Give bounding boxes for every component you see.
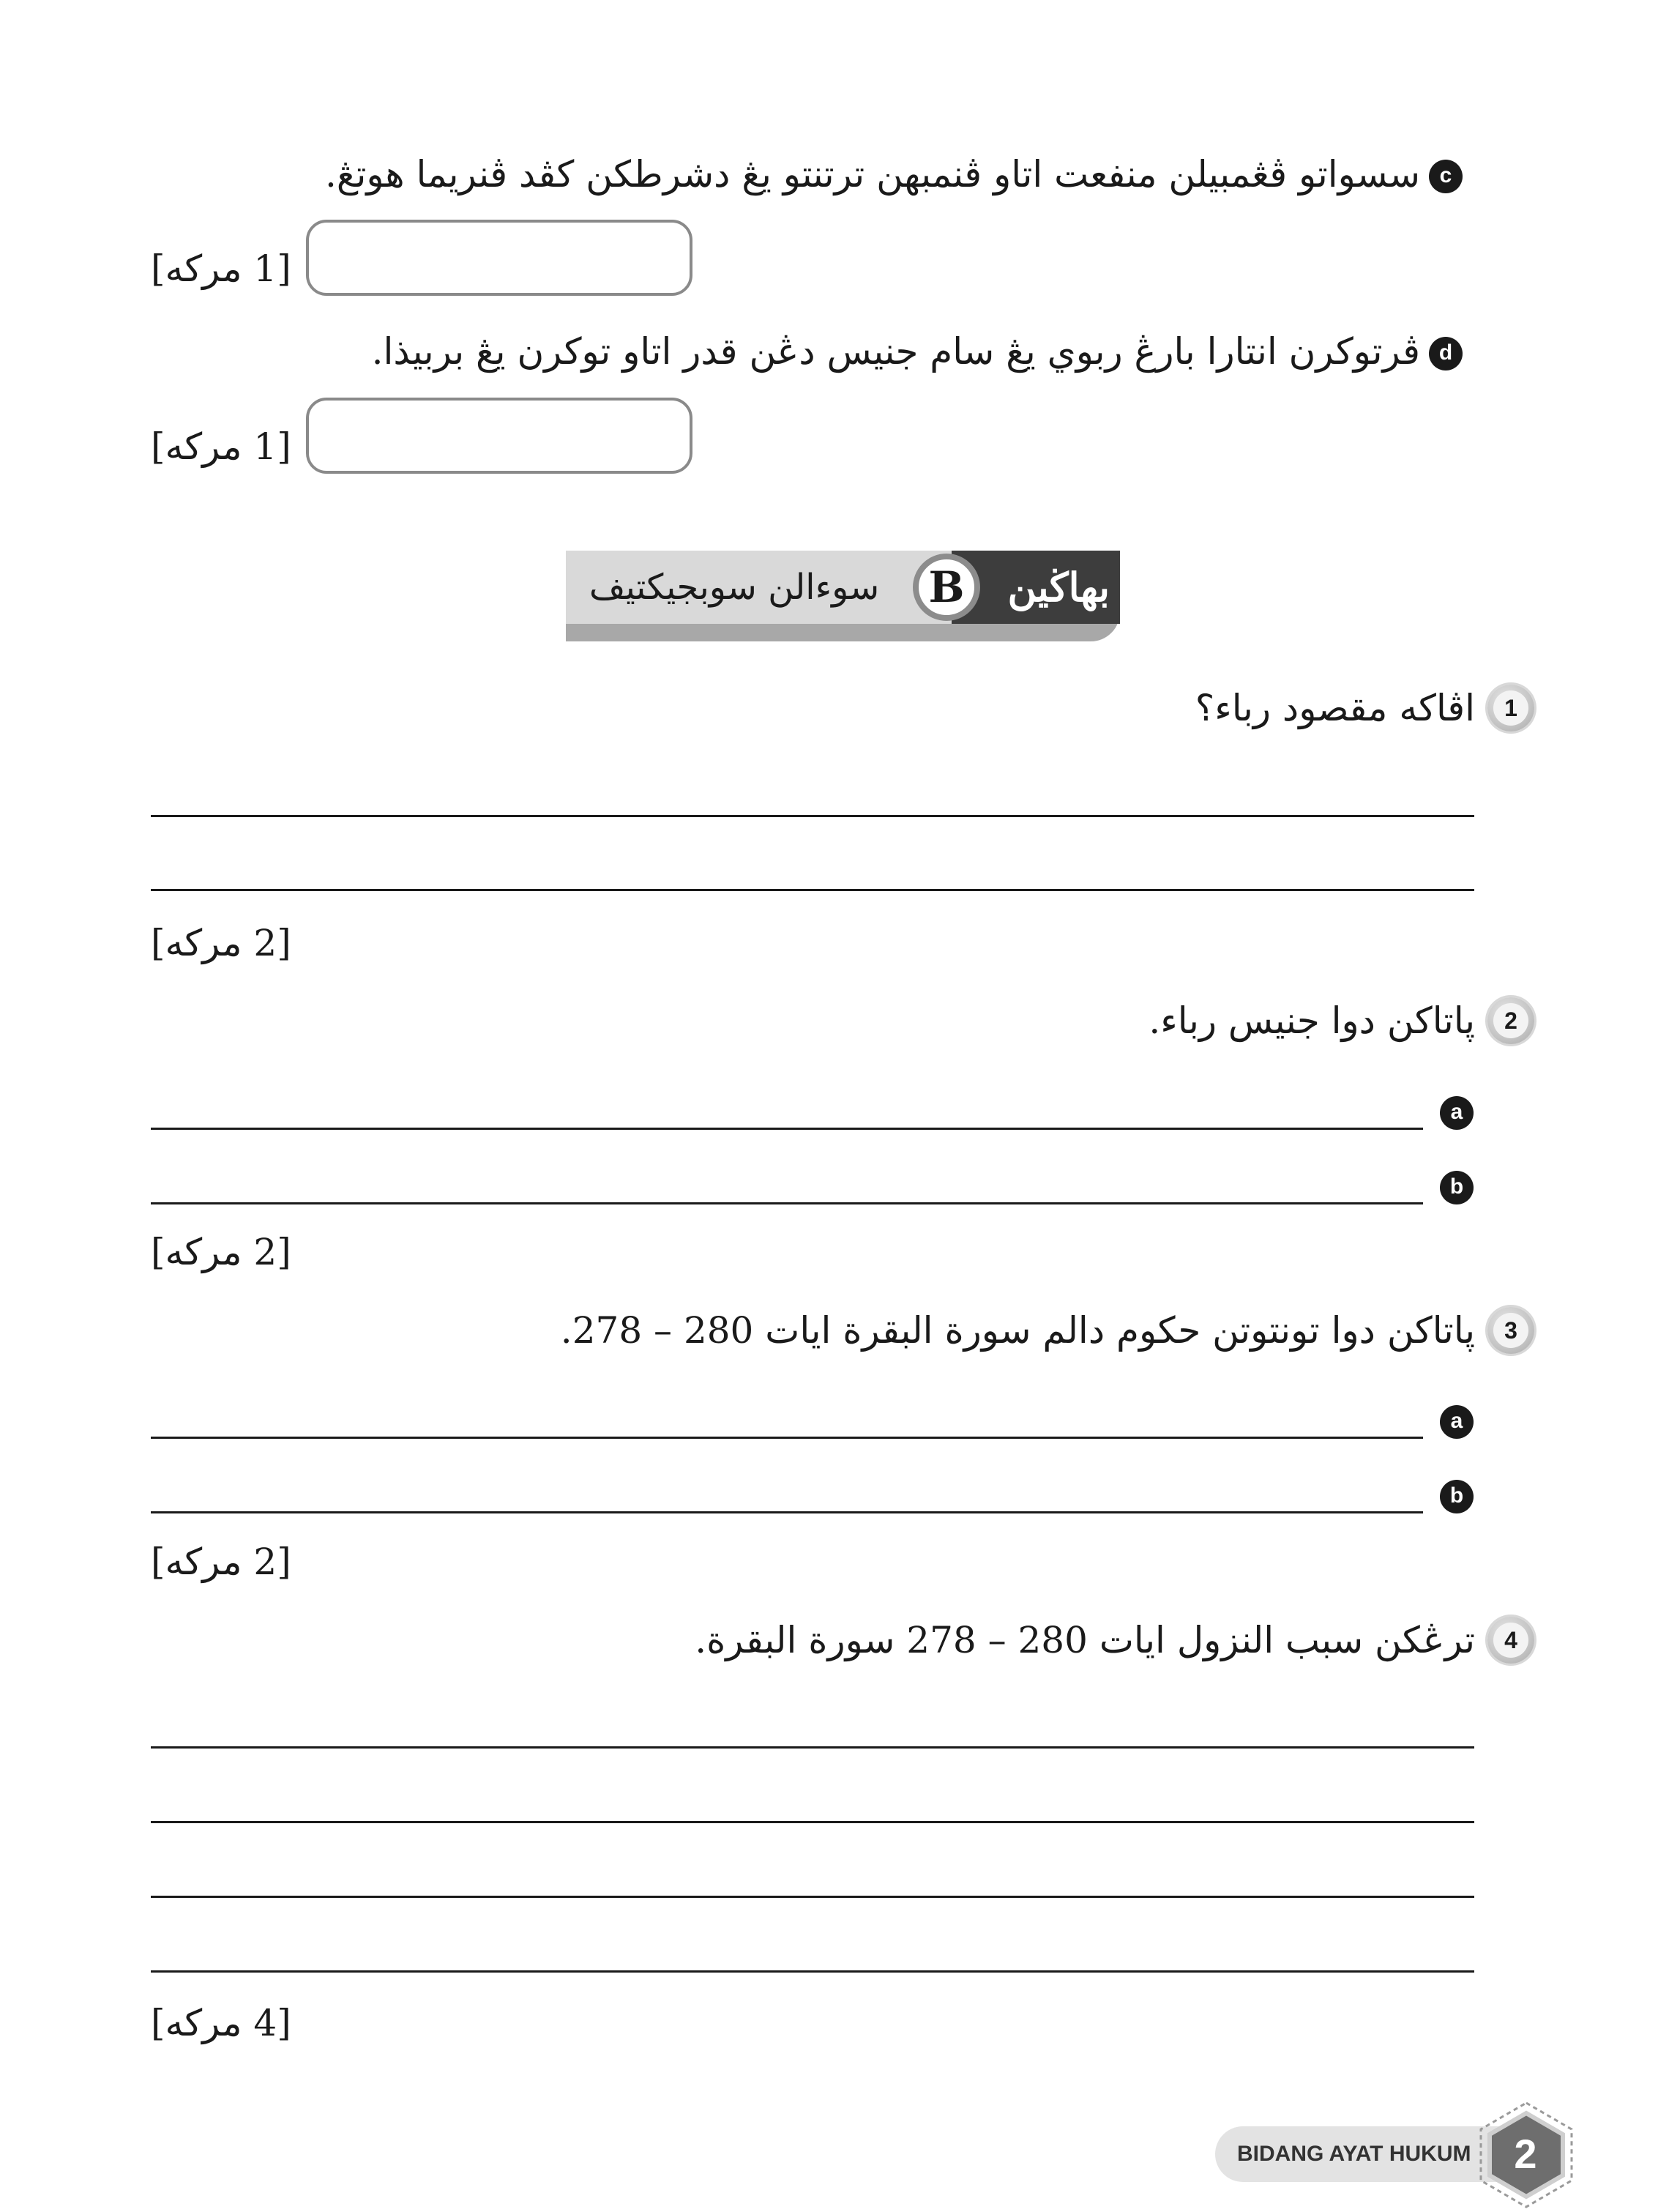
page-number: 2 bbox=[1514, 2131, 1537, 2177]
question-1-text: اڤاكه مقصود رباء؟ bbox=[1195, 687, 1475, 729]
question-c-text: سسواتو ڤڠمبيلن منفعت اتاو ڤنمبهن ترتنتو يڠ دشرطكن كڤد ڤنريما هوتڠ. bbox=[324, 153, 1420, 195]
marks-d: [1 مركه] bbox=[151, 425, 291, 468]
section-title: سوءالن سوبجيكتيف bbox=[589, 567, 880, 608]
question-2-text: ڽاتاكن دوا جنيس رباء. bbox=[1149, 999, 1475, 1042]
answer-line-b[interactable] bbox=[151, 1511, 1423, 1513]
answer-line[interactable] bbox=[151, 1896, 1474, 1898]
marks-q4: [4 مركه] bbox=[151, 2002, 291, 2044]
marks-q1: [2 مركه] bbox=[151, 922, 291, 964]
section-b-banner bbox=[566, 551, 1120, 641]
section-letter-badge: B bbox=[913, 554, 980, 621]
section-label: بهاڬين bbox=[1007, 564, 1110, 611]
bullet-a: a bbox=[1440, 1405, 1474, 1439]
question-2-number: 2 bbox=[1487, 997, 1534, 1044]
answer-line[interactable] bbox=[151, 1970, 1474, 1973]
question-1-number: 1 bbox=[1487, 685, 1534, 731]
marks-c: [1 مركه] bbox=[151, 247, 291, 290]
bullet-d: d bbox=[1429, 337, 1463, 370]
answer-line[interactable] bbox=[151, 1746, 1474, 1749]
answer-line-b[interactable] bbox=[151, 1202, 1423, 1204]
answer-box-d[interactable] bbox=[306, 398, 692, 474]
answer-line[interactable] bbox=[151, 889, 1474, 891]
bullet-a: a bbox=[1440, 1096, 1474, 1130]
answer-box-c[interactable] bbox=[306, 220, 692, 296]
question-4-number: 4 bbox=[1487, 1617, 1534, 1664]
footer-chapter-label: BIDANG AYAT HUKUM bbox=[1237, 2142, 1471, 2166]
question-4-text: ترڠكن سبب النزول ايات 280 – 278 سورة البقرة. bbox=[695, 1619, 1475, 1661]
answer-line[interactable] bbox=[151, 1821, 1474, 1823]
question-d-text: ڤرتوكرن انتارا بارڠ ربوي يڠ سام جنيس دڠن قدر اتاو توكرن يڠ بربيذا. bbox=[371, 330, 1420, 373]
answer-line-a[interactable] bbox=[151, 1437, 1423, 1439]
marks-q2: [2 مركه] bbox=[151, 1231, 291, 1273]
answer-line-a[interactable] bbox=[151, 1128, 1423, 1130]
question-3-number: 3 bbox=[1487, 1307, 1534, 1354]
bullet-b: b bbox=[1440, 1171, 1474, 1204]
bullet-c: c bbox=[1429, 160, 1463, 193]
answer-line[interactable] bbox=[151, 815, 1474, 817]
marks-q3: [2 مركه] bbox=[151, 1541, 291, 1583]
bullet-b: b bbox=[1440, 1480, 1474, 1513]
question-3-text: ڽاتاكن دوا تونتوتن حكوم دالم سورة البقرة ايات 280 – 278. bbox=[560, 1309, 1475, 1352]
